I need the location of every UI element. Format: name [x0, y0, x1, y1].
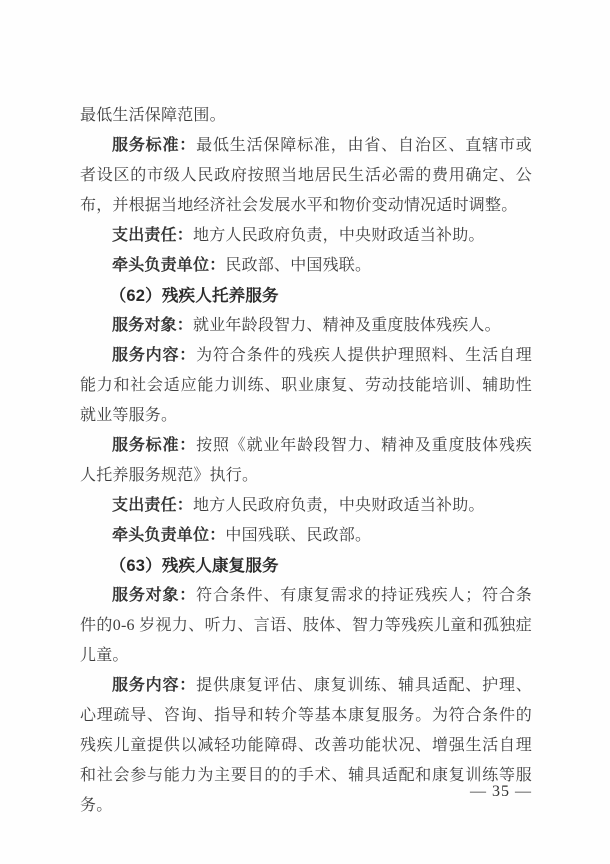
paragraph-service-standard — [80, 431, 532, 491]
paragraph-service-standard — [80, 131, 532, 221]
paragraph-text: 符合条件、有康复需求的持证残疾人；符合条件的0-6 岁视力、听力、言语、肢体、智力等残疾儿童和孤独症儿童。 — [80, 587, 532, 664]
paragraph-label: 牵头负责单位： — [112, 527, 226, 544]
paragraph-text: 提供康复评估、康复训练、辅具适配、护理、心理疏导、咨询、指导和转介等基本康复服务。为符合条件的残疾儿童提供以减轻功能障碍、改善功能状况、增强生活自理和社会参与能力为主要目的的手术、辅具适配和康复训练等服务。 — [80, 677, 532, 814]
paragraph-label: 支出责任： — [112, 497, 194, 514]
page-number: — 35 — — [470, 783, 532, 800]
paragraph-text: 按照《就业年龄段智力、精神及重度肢体残疾人托养服务规范》执行。 — [80, 437, 532, 484]
paragraph-label: 支出责任： — [112, 227, 194, 244]
paragraph-label: 服务标准： — [112, 437, 197, 454]
paragraph-label: 牵头负责单位： — [112, 257, 226, 274]
paragraph-expenditure — [80, 221, 532, 251]
paragraph-label: 服务标准： — [112, 137, 197, 154]
paragraph-text: 民政部、中国残联。 — [225, 257, 372, 274]
paragraph-lead-unit — [80, 251, 532, 281]
heading-item-62: （62）残疾人托养服务 — [109, 287, 279, 305]
paragraph-label: 服务对象： — [112, 587, 197, 604]
paragraph-text: 最低生活保障标准，由省、自治区、直辖市或者设区的市级人民政府按照当地居民生活必需的费用确定、公布，并根据当地经济社会发展水平和物价变动情况适时调整。 — [80, 137, 532, 214]
paragraph-service-target — [80, 311, 532, 341]
paragraph-text: 就业年龄段智力、精神及重度肢体残疾人。 — [193, 317, 501, 334]
paragraph-label: 服务内容： — [112, 677, 197, 694]
paragraph-lead-unit — [80, 521, 532, 551]
paragraph-continuation: 最低生活保障范围。 — [80, 107, 226, 124]
paragraph-text: 为符合条件的残疾人提供护理照料、生活自理能力和社会适应能力训练、职业康复、劳动技能培训、辅助性就业等服务。 — [80, 347, 532, 424]
paragraph-service-content — [80, 341, 532, 431]
page-footer — [470, 780, 532, 804]
paragraph-expenditure — [80, 491, 532, 521]
document-content — [80, 101, 532, 821]
paragraph-label: 服务对象： — [112, 317, 194, 334]
paragraph-text: 中国残联、民政部。 — [225, 527, 372, 544]
paragraph-service-content — [80, 671, 532, 821]
paragraph-label: 服务内容： — [112, 347, 197, 364]
paragraph-text: 地方人民政府负责，中央财政适当补助。 — [193, 227, 485, 244]
paragraph-text: 地方人民政府负责，中央财政适当补助。 — [193, 497, 485, 514]
heading-item-63: （63）残疾人康复服务 — [109, 557, 279, 575]
paragraph-service-target — [80, 581, 532, 671]
